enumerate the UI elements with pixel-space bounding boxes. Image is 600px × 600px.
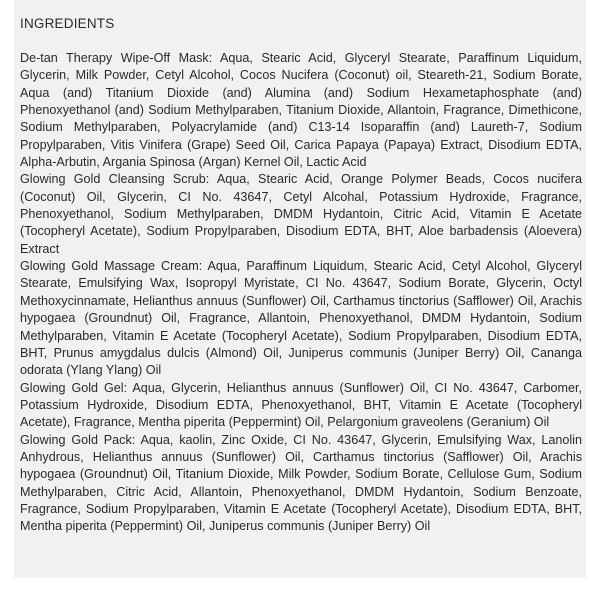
section-cleansing-scrub <box>20 171 582 258</box>
section-title: Glowing Gold Pack: <box>20 432 136 447</box>
section-text: Aqua, Stearic Acid, Orange Polymer Beads, Cocos nucifera (Coconut) Oil, Glycerin, CI No. 43647, Cetyl Alcohal, Potassium Hydroxide, Fragrance, Phenoxyethanol, Sodium Methylparaben, DMDM Hydantoin, Citric Acid, Vitamin E Acetate (Tocopheryl Acetate), Sodium Propylparaben, Disodium EDTA, BHT, Aloe barbadensis (Aloevera) Extract <box>20 172 582 256</box>
section-detan-mask <box>20 50 582 171</box>
section-text: Aqua, Paraffinum Liquidum, Stearic Acid, Cetyl Alcohol, Glyceryl Stearate, Emulsifying Wax, Isopropyl Myristate, CI No. 43647, Sodium Borate, Glycerin, Octyl Methoxycinnamate, Helianthus annuus (Sunflower) Oil, Carthamus tinctorius (Safflower) Oil, Arachis hypogaea (Groundnut) Oil, Fragrance, Allantoin, Phenoxyethanol, DMDM Hydantoin, Sodium Methylparaben, Vitamin E Acetate (Tocopheryl Acetate), Sodium Propylparaben, Disodium EDTA, BHT, Prunus amygdalus dulcis (Almond) Oil, Juniperus communis (Juniper Berry) Oil, Cananga odorata (Ylang Ylang) Oil <box>20 259 582 378</box>
section-text: Aqua, kaolin, Zinc Oxide, CI No. 43647, Glycerin, Emulsifying Wax, Lanolin Anhydrous, Helianthus annuus (Sunflower) Oil, Carthamus tinctorius (Safflower) Oil, Arachis hypogaea (Groundnut) Oil, Titanium Dioxide, Milk Powder, Sodium Borate, Cellulose Gum, Sodium Methylparaben, Citric Acid, Allantoin, Phenoxyethanol, DMDM Hydantoin, Sodium Benzoate, Fragrance, Sodium Propylparaben, Vitamin E Acetate (Tocopheryl Acetate), Disodium EDTA, BHT, Mentha piperita (Peppermint) Oil, Juniperus communis (Juniper Berry) Oil <box>20 432 582 534</box>
section-text: Aqua, Glycerin, Helianthus annuus (Sunflower) Oil, CI No. 43647, Carbomer, Potassium Hydroxide, Disodium EDTA, Phenoxyethanol, BHT, Vitamin E Acetate (Tocopheryl Acetate), Fragrance, Mentha piperita (Peppermint) Oil, Pelargonium graveolens (Geranium) Oil <box>20 380 582 430</box>
ingredients-content <box>20 14 582 536</box>
ingredients-panel <box>14 0 586 578</box>
section-title: Glowing Gold Cleansing Scrub: <box>20 172 210 187</box>
section-title: De-tan Therapy Wipe-Off Mask: <box>20 51 213 65</box>
section-pack <box>20 432 582 536</box>
section-gel <box>20 380 582 432</box>
section-text: Aqua, Stearic Acid, Glyceryl Stearate, Paraffinum Liquidum, Glycerin, Milk Powder, Cetyl Alcohol, Cocos Nucifera (Coconut) oil, Steareth-21, Sodium Borate, Aqua (and) Titanium Dioxide (and) Alumina (and) Sodium Hexametaphosphate (and) Phenoxyethanol (and) Sodium Methylparaben, Titanium Dioxide, Allantoin, Fragrance, Dimethicone, Sodium Methylparaben, Polyacrylamide (and) C13-14 Isoparaffin (and) Laureth-7, Sodium Propylparaben, Vitis Vinifera (Grape) Seed Oil, Carica Papaya (Papaya) Extract, Disodium EDTA, Alpha-Arbutin, Argania Spinosa (Argan) Kernel Oil, Lactic Acid <box>20 51 582 170</box>
section-title: Glowing Gold Gel: <box>20 380 128 395</box>
page-title: INGREDIENTS <box>20 16 115 31</box>
section-massage-cream <box>20 258 582 379</box>
section-title: Glowing Gold Massage Cream: <box>20 259 203 274</box>
